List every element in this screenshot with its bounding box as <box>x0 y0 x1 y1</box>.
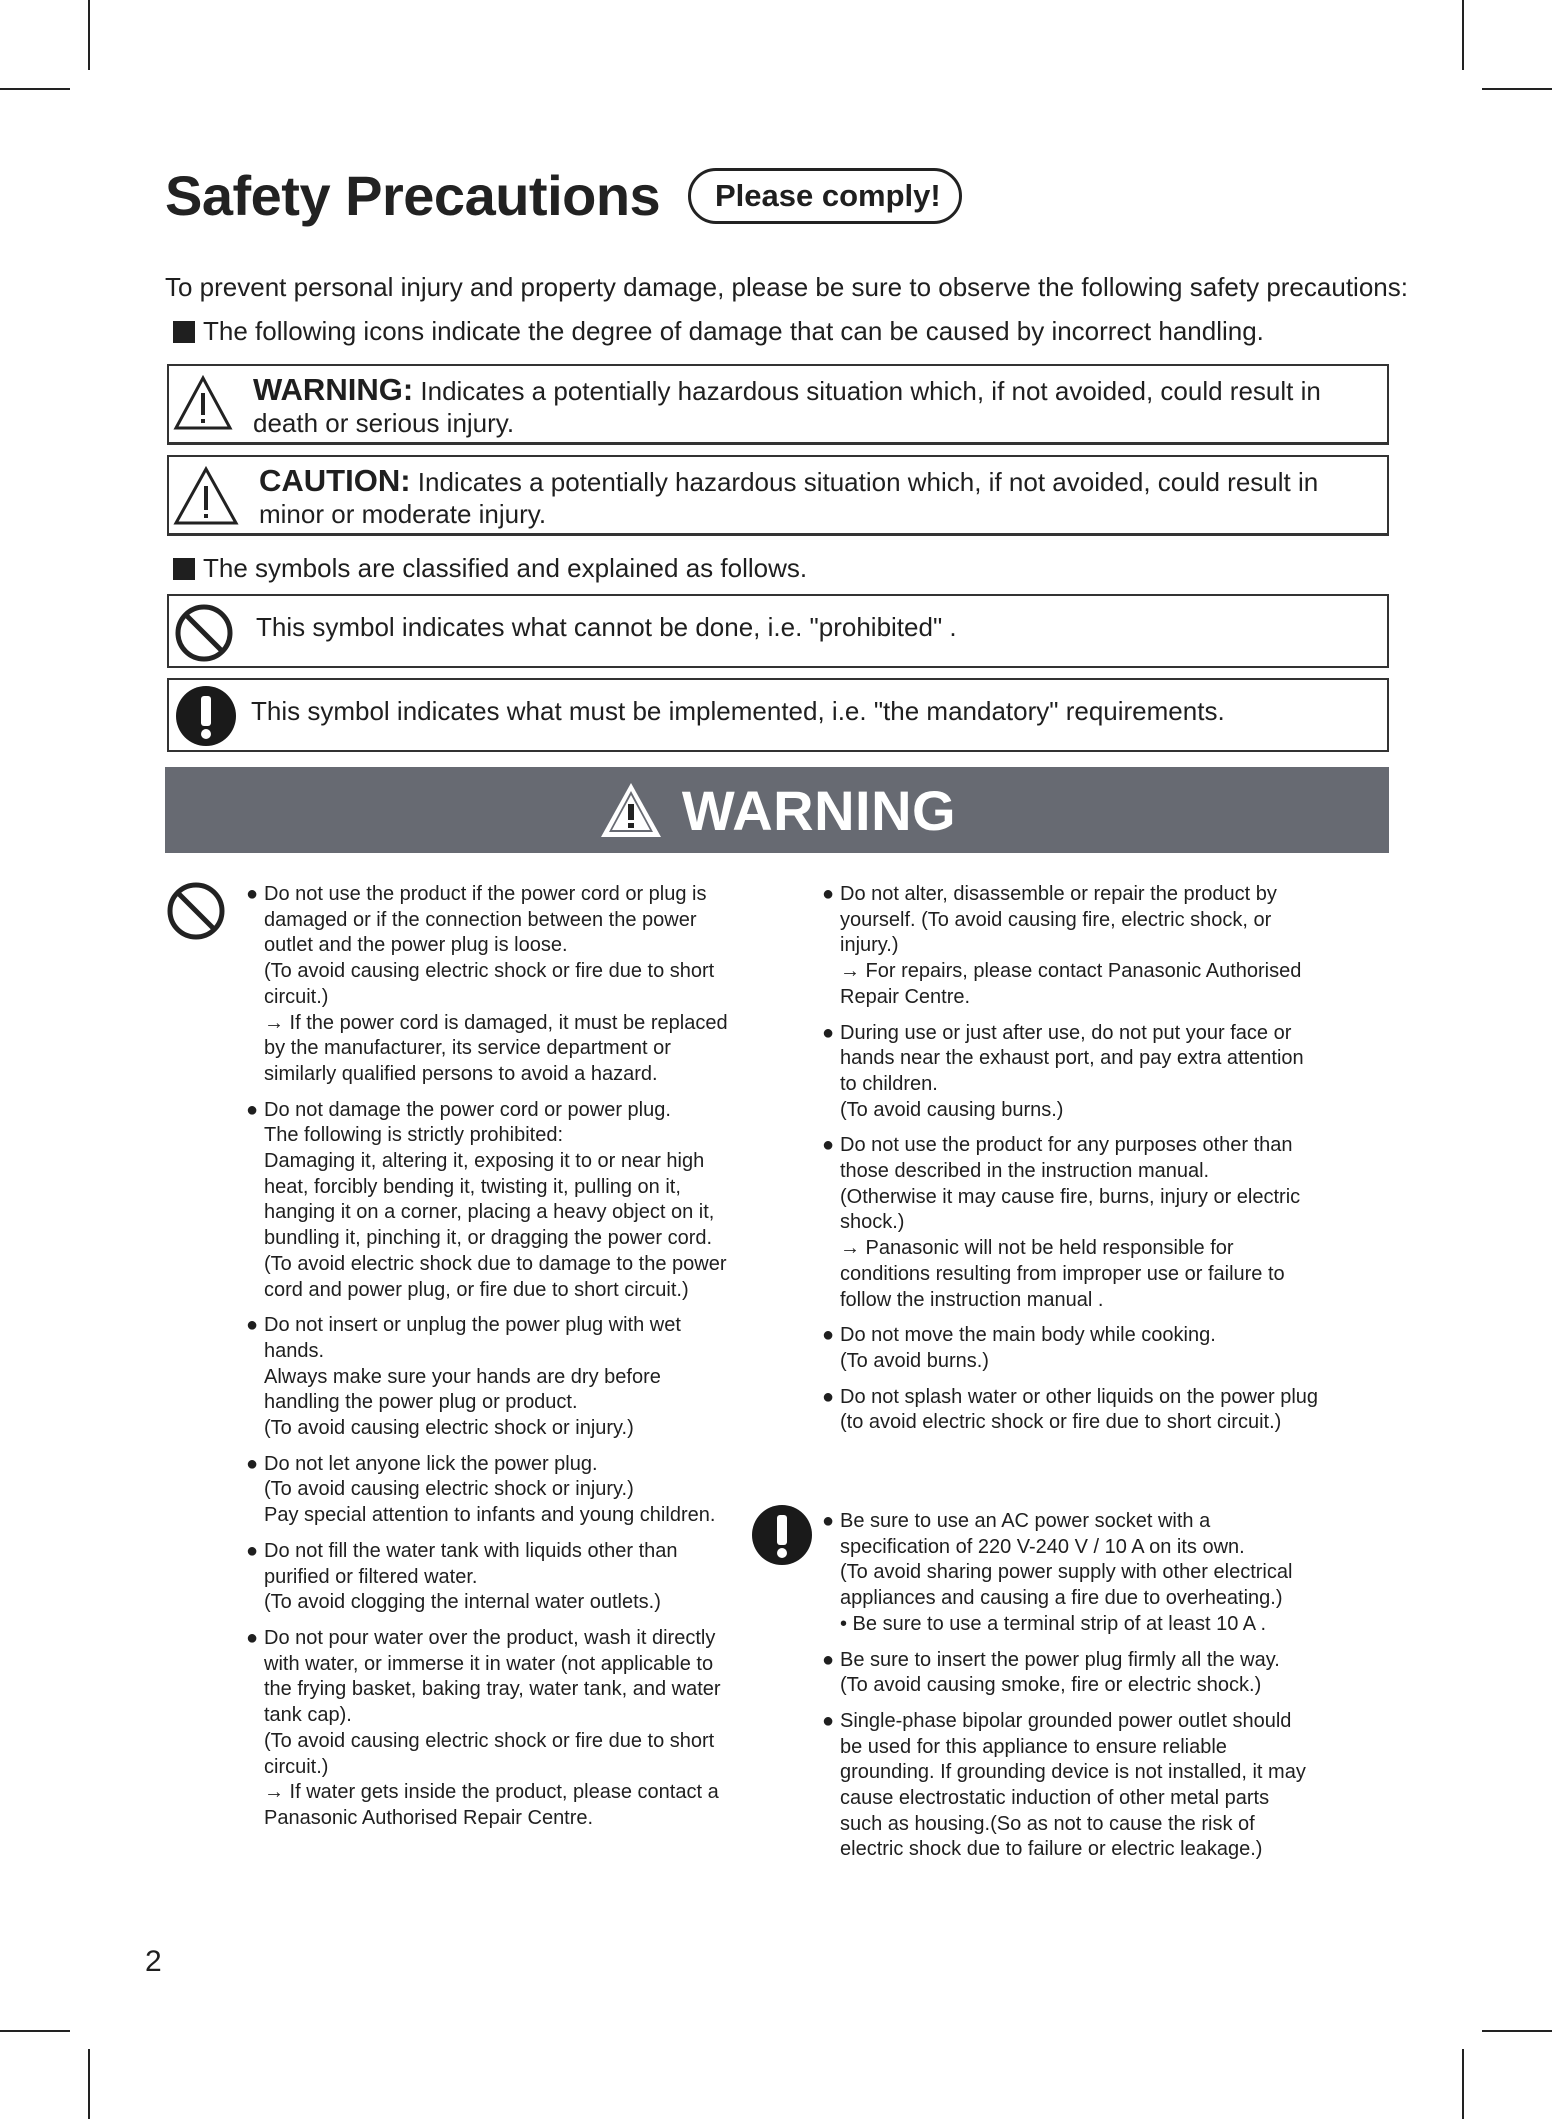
item-line: The following is strictly prohibited: <box>264 1124 564 1147</box>
page-title: Safety Precautions <box>165 164 661 227</box>
square-bullet-icon <box>173 321 195 343</box>
list-item <box>822 1385 1342 1436</box>
item-line: Do not let anyone lick the power plug. <box>264 1452 598 1475</box>
item-line: (To avoid causing burns.) <box>840 1098 1064 1121</box>
prohibited-icon <box>173 602 235 664</box>
bullet-icon: ● <box>822 1324 835 1347</box>
item-line: Repair Centre. <box>840 985 971 1008</box>
caution-triangle-icon <box>173 466 239 526</box>
item-line: circuit.) <box>264 1755 329 1778</box>
item-line: Do not use the product for any purposes other than <box>840 1134 1293 1157</box>
item-line: Be sure to use an AC power socket with a <box>840 1510 1211 1532</box>
caution-desc-2: minor or moderate injury. <box>259 499 547 529</box>
item-line: outlet and the power plug is loose. <box>264 934 568 957</box>
list-item <box>822 1648 1342 1699</box>
item-line: injury.) <box>840 934 899 957</box>
warning-label: WARNING: <box>253 372 414 407</box>
item-line: → If water gets inside the product, please contact a <box>264 1781 719 1804</box>
bullet-icon: ● <box>246 1626 259 1649</box>
prohibited-desc: This symbol indicates what cannot be done, i.e. "prohibited" . <box>256 612 957 642</box>
bullet-icon: ● <box>246 1452 259 1475</box>
item-line: hands near the exhaust port, and pay extra attention <box>840 1047 1304 1070</box>
item-line: specification of 220 V-240 V / 10 A on its own. <box>840 1535 1245 1558</box>
item-line: yourself. (To avoid causing fire, electric shock, or <box>840 908 1272 931</box>
item-line: Do not splash water or other liquids on the power plug <box>840 1385 1319 1408</box>
warning-desc-2: death or serious injury. <box>253 408 515 438</box>
list-item <box>246 1098 766 1304</box>
caution-desc-1: Indicates a potentially hazardous situation which, if not avoided, could result in <box>417 467 1319 497</box>
warning-level-box <box>167 364 1389 445</box>
item-line: → If the power cord is damaged, it must be replaced <box>264 1011 728 1034</box>
item-line: Pay special attention to infants and young children. <box>264 1504 716 1527</box>
item-line: Do not insert or unplug the power plug with wet <box>264 1314 681 1337</box>
bullet-icon: ● <box>822 883 835 905</box>
crop-mark <box>1482 2030 1552 2032</box>
item-line: cord and power plug, or fire due to short circuit.) <box>264 1278 689 1301</box>
item-line: Do not move the main body while cooking. <box>840 1324 1216 1347</box>
item-line: cause electrostatic induction of other metal parts <box>840 1787 1270 1810</box>
prohibited-list-left <box>246 882 766 1842</box>
crop-mark <box>1462 0 1464 70</box>
symbols-note <box>173 553 807 584</box>
mandatory-icon <box>175 685 237 747</box>
intro-text: To prevent personal injury and property damage, please be sure to observe the following safety precautions: <box>165 272 1408 302</box>
bullet-icon: ● <box>822 1134 835 1157</box>
comply-badge: Please comply! <box>688 168 962 224</box>
item-line: bundling it, pinching it, or dragging the power cord. <box>264 1227 713 1250</box>
item-line: damaged or if the connection between the power <box>264 908 697 931</box>
caution-label: CAUTION: <box>259 463 411 498</box>
list-item <box>246 1452 766 1529</box>
bullet-icon: ● <box>822 1709 835 1732</box>
item-line: similarly qualified persons to avoid a hazard. <box>264 1062 658 1085</box>
item-line: tank cap). <box>264 1704 352 1727</box>
item-line: Be sure to insert the power plug firmly all the way. <box>840 1648 1280 1671</box>
item-line: purified or filtered water. <box>264 1565 478 1588</box>
list-item <box>822 1021 1342 1124</box>
item-line: conditions resulting from improper use or failure to <box>840 1262 1285 1285</box>
square-bullet-icon <box>173 558 195 580</box>
item-line: (To avoid causing electric shock or fire due to short <box>264 1729 715 1752</box>
warning-desc-1: Indicates a potentially hazardous situation which, if not avoided, could result in <box>420 376 1321 406</box>
item-line: → For repairs, please contact Panasonic Authorised <box>840 960 1302 983</box>
bullet-icon: ● <box>246 883 259 905</box>
item-line: shock.) <box>840 1211 905 1234</box>
item-line: such as housing.(So as not to cause the risk of <box>840 1812 1255 1835</box>
item-line: hanging it on a corner, placing a heavy object on it, <box>264 1201 715 1224</box>
item-line: hands. <box>264 1339 325 1362</box>
prohibited-icon <box>165 880 227 942</box>
warning-banner <box>165 767 1389 853</box>
item-line: (To avoid causing smoke, fire or electric shock.) <box>840 1674 1262 1697</box>
bullet-icon: ● <box>822 1021 835 1044</box>
item-line: with water, or immerse it in water (not applicable to <box>264 1652 714 1675</box>
crop-mark <box>0 88 70 90</box>
item-line: → Panasonic will not be held responsible for <box>840 1237 1234 1260</box>
list-item <box>822 1709 1342 1863</box>
item-line: Do not damage the power cord or power plug. <box>264 1098 671 1121</box>
list-item <box>246 1313 766 1442</box>
item-line: (To avoid burns.) <box>840 1349 989 1372</box>
item-line: (To avoid causing electric shock or injury.) <box>264 1478 634 1501</box>
list-item <box>246 882 766 1088</box>
list-item <box>822 1323 1342 1374</box>
item-line: Single-phase bipolar grounded power outlet should <box>840 1709 1292 1732</box>
list-item <box>822 1133 1342 1313</box>
item-line: (To avoid sharing power supply with other electrical <box>840 1561 1293 1584</box>
list-item <box>822 1509 1342 1638</box>
mandatory-symbol-box <box>167 678 1389 752</box>
mandatory-desc: This symbol indicates what must be implemented, i.e. "the mandatory" requirements. <box>251 696 1225 726</box>
item-line: those described in the instruction manual. <box>840 1160 1210 1183</box>
item-line: to children. <box>840 1072 938 1095</box>
bullet-icon: ● <box>822 1648 835 1671</box>
warning-triangle-icon <box>173 375 233 431</box>
item-line: Damaging it, altering it, exposing it to or near high <box>264 1150 705 1173</box>
symbols-note-text: The symbols are classified and explained as follows. <box>203 553 808 583</box>
item-line: grounding. If grounding device is not installed, it may <box>840 1761 1306 1784</box>
list-item <box>246 1539 766 1616</box>
item-line: be used for this appliance to ensure reliable <box>840 1735 1227 1758</box>
item-line: During use or just after use, do not put your face or <box>840 1021 1292 1044</box>
item-line: (To avoid causing electric shock or injury.) <box>264 1417 634 1440</box>
item-line: Always make sure your hands are dry before <box>264 1365 661 1388</box>
icons-note <box>173 316 1264 347</box>
icons-note-text: The following icons indicate the degree of damage that can be caused by incorrect handling. <box>203 316 1264 346</box>
item-line: (To avoid causing electric shock or fire due to short <box>264 960 715 983</box>
bullet-icon: ● <box>246 1539 259 1562</box>
item-line: circuit.) <box>264 985 329 1008</box>
prohibited-symbol-box <box>167 594 1389 668</box>
crop-mark <box>0 2030 70 2032</box>
prohibited-list-right <box>822 882 1342 1446</box>
bullet-icon: ● <box>822 1510 835 1532</box>
item-line: Panasonic Authorised Repair Centre. <box>264 1806 594 1829</box>
crop-mark <box>1482 88 1552 90</box>
list-item <box>822 882 1342 1011</box>
crop-mark <box>1462 2049 1464 2119</box>
crop-mark <box>88 2049 90 2119</box>
warning-banner-text: WARNING <box>681 778 957 842</box>
list-item <box>246 1626 766 1832</box>
item-line: handling the power plug or product. <box>264 1391 578 1414</box>
item-line: Do not fill the water tank with liquids other than <box>264 1539 678 1562</box>
item-line: electric shock due to failure or electric leakage.) <box>840 1838 1263 1861</box>
item-line: by the manufacturer, its service department or <box>264 1037 671 1060</box>
warning-triangle-icon <box>598 780 664 840</box>
item-line: Do not alter, disassemble or repair the product by <box>840 883 1277 905</box>
bullet-icon: ● <box>246 1314 259 1337</box>
item-line: (Otherwise it may cause fire, burns, injury or electric <box>840 1185 1301 1208</box>
item-line: (To avoid electric shock due to damage to the power <box>264 1252 727 1275</box>
item-line: Do not use the product if the power cord or plug is <box>264 883 707 905</box>
bullet-icon: ● <box>246 1098 259 1121</box>
item-subnote: • Be sure to use a terminal strip of at least 10 A . <box>840 1612 1267 1635</box>
caution-level-box <box>167 455 1389 536</box>
item-line: (To avoid clogging the internal water outlets.) <box>264 1591 661 1614</box>
item-line: heat, forcibly bending it, twisting it, pulling on it, <box>264 1175 681 1198</box>
item-line: follow the instruction manual . <box>840 1288 1104 1311</box>
crop-mark <box>88 0 90 70</box>
bullet-icon: ● <box>822 1385 835 1408</box>
item-line: (to avoid electric shock or fire due to short circuit.) <box>840 1411 1282 1434</box>
page-number: 2 <box>145 1945 162 1978</box>
mandatory-list <box>822 1509 1342 1873</box>
item-line: the frying basket, baking tray, water tank, and water <box>264 1678 721 1701</box>
item-line: appliances and causing a fire due to overheating.) <box>840 1587 1283 1610</box>
item-line: Do not pour water over the product, wash it directly <box>264 1626 716 1649</box>
